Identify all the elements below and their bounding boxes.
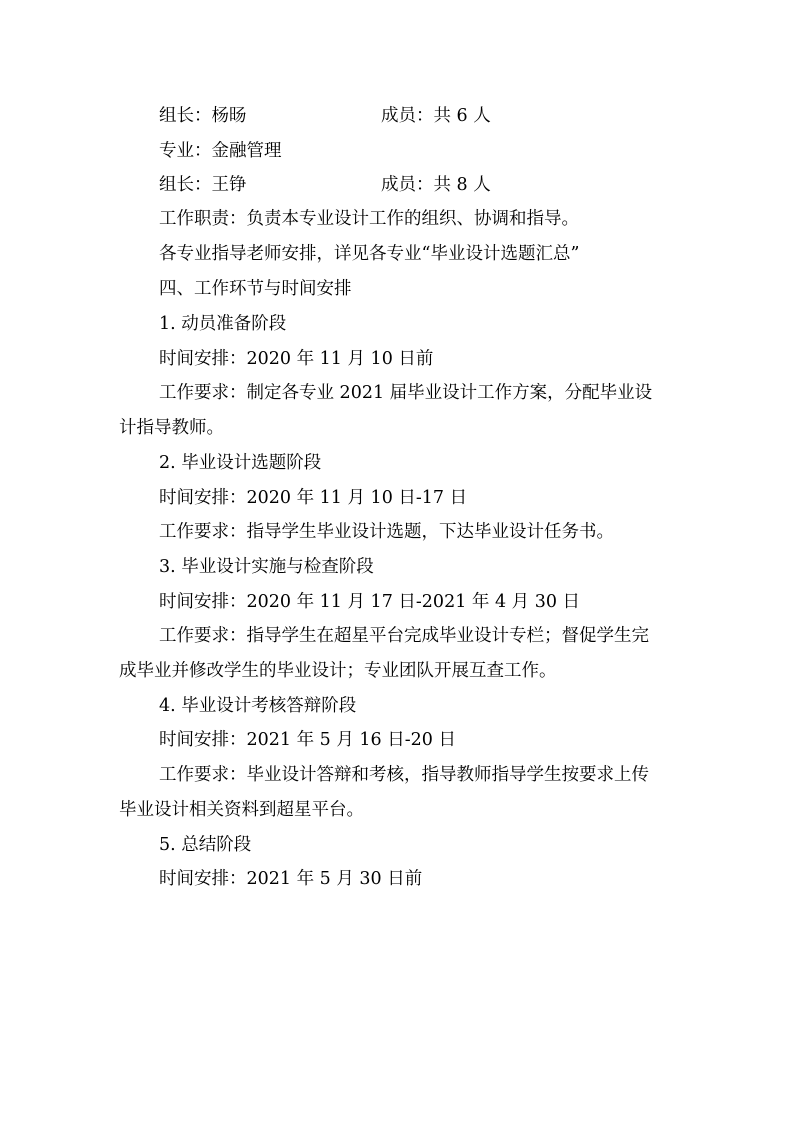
team2-leader: 组长：王铮 bbox=[159, 175, 247, 195]
stage-2-requirement: 工作要求：指导学生毕业设计选题，下达毕业设计任务书。 bbox=[159, 522, 614, 542]
major2-line: 专业：金融管理 bbox=[159, 141, 282, 161]
stage-5-title: 5. 总结阶段 bbox=[159, 835, 252, 855]
stage-3-requirement-cont: 成毕业并修改学生的毕业设计；专业团队开展互查工作。 bbox=[119, 661, 557, 681]
stage-1-time: 时间安排：2020 年 11 月 10 日前 bbox=[159, 349, 434, 369]
advisors-note: 各专业指导老师安排，详见各专业“毕业设计选题汇总” bbox=[159, 244, 580, 264]
section-heading: 四、工作环节与时间安排 bbox=[159, 279, 352, 299]
stage-2-title: 2. 毕业设计选题阶段 bbox=[159, 453, 322, 473]
stage-4-title: 4. 毕业设计考核答辩阶段 bbox=[159, 696, 357, 716]
stage-4-requirement: 工作要求：毕业设计答辩和考核，指导教师指导学生按要求上传 bbox=[159, 765, 649, 785]
team1-row bbox=[0, 104, 793, 128]
stage-1-title: 1. 动员准备阶段 bbox=[159, 314, 287, 334]
duty-line: 工作职责：负责本专业设计工作的组织、协调和指导。 bbox=[159, 209, 579, 229]
stage-1-requirement-cont: 计指导教师。 bbox=[119, 418, 224, 438]
stage-5-time: 时间安排：2021 年 5 月 30 日前 bbox=[159, 869, 423, 889]
team2-row bbox=[0, 173, 793, 197]
stage-3-requirement: 工作要求：指导学生在超星平台完成毕业设计专栏；督促学生完 bbox=[159, 626, 649, 646]
stage-4-requirement-cont: 毕业设计相关资料到超星平台。 bbox=[119, 800, 364, 820]
team1-members: 成员：共 6 人 bbox=[381, 106, 491, 126]
stage-1-requirement: 工作要求：制定各专业 2021 届毕业设计工作方案，分配毕业设 bbox=[159, 383, 653, 403]
stage-3-time: 时间安排：2020 年 11 月 17 日-2021 年 4 月 30 日 bbox=[159, 592, 581, 612]
stage-2-time: 时间安排：2020 年 11 月 10 日-17 日 bbox=[159, 488, 468, 508]
stage-3-title: 3. 毕业设计实施与检查阶段 bbox=[159, 557, 374, 577]
stage-4-time: 时间安排：2021 年 5 月 16 日-20 日 bbox=[159, 730, 456, 750]
team2-members: 成员：共 8 人 bbox=[381, 175, 491, 195]
team1-leader: 组长：杨旸 bbox=[159, 106, 247, 126]
